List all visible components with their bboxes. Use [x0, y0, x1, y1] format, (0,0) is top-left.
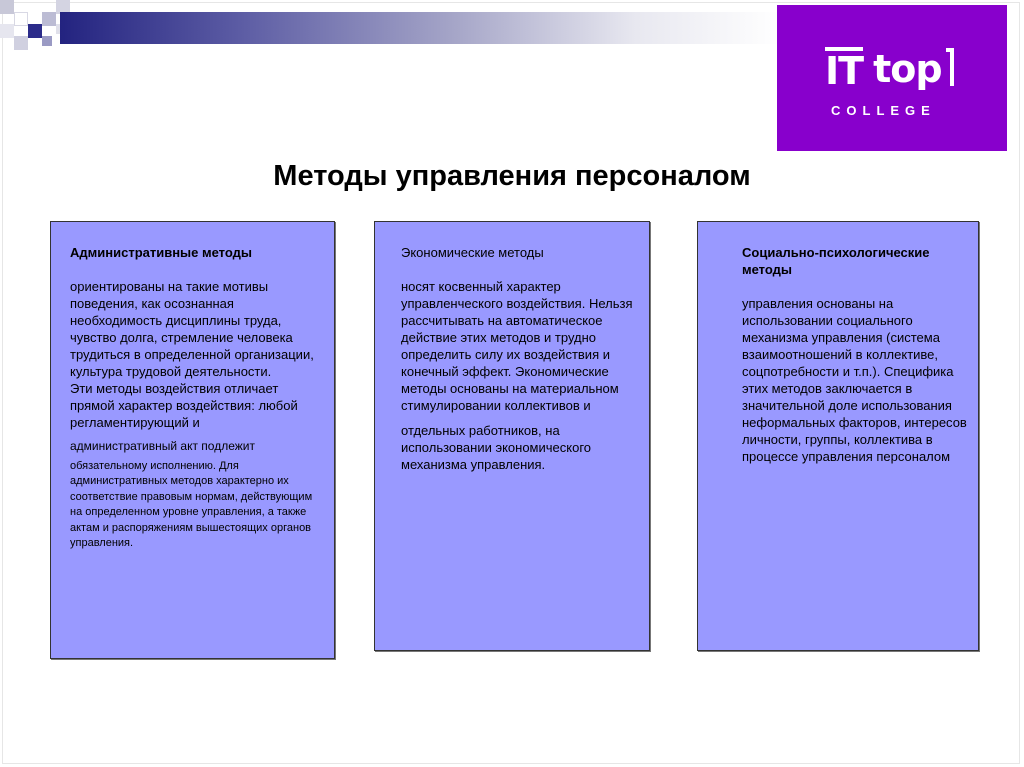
panel-heading: Экономические методы — [401, 245, 544, 260]
decor-square — [0, 0, 14, 14]
panel-body: отдельных работников, на использовании экономического механизма управления. — [401, 423, 592, 472]
panel-body: ориентированы на такие мотивы поведения, как осознанная необходимость дисциплины труда, чувство долга, стремление человека трудиться в определенной организации, культура трудовой деятельности. — [70, 279, 314, 379]
panel-socio-psychological-methods — [697, 221, 979, 651]
decor-square — [0, 24, 14, 38]
it-top-college-logo — [777, 5, 1007, 151]
logo-it-text: IT — [825, 49, 864, 93]
panel-body: административный акт подлежит — [70, 439, 255, 453]
header-gradient-bar — [60, 12, 780, 44]
decor-square — [14, 12, 28, 26]
panel-content — [742, 244, 972, 465]
panel-body: Эти методы воздействия отличает прямой характер воздействия: любой регламентирующий и — [70, 381, 298, 430]
logo-main — [825, 47, 954, 91]
decor-square — [42, 12, 56, 26]
logo-bracket-icon — [946, 48, 954, 86]
panel-heading: Социально-психологические методы — [742, 245, 930, 277]
decor-square — [28, 24, 42, 38]
panel-body-small: обязательному исполнению. Для административных методов характерно их соответствие правовым нормам, действующим на определенном уровне управления, а также актам и распоряжениям вышестоящих органов управления. — [70, 459, 313, 549]
logo-college-text: COLLEGE — [831, 103, 936, 118]
decor-square — [14, 36, 28, 50]
panel-body: носят косвенный характер управленческого воздействия. Нельзя рассчитывать на автоматическое действие этих методов и трудно определить силу их воздействия и конечный эффект. Экономические методы основаны на материальном стимулировании коллективов и — [401, 279, 633, 413]
decor-square — [42, 36, 52, 46]
slide-title: Методы управления персоналом — [273, 160, 751, 192]
logo-top-text: top — [873, 47, 942, 91]
panel-economic-methods — [374, 221, 650, 651]
logo-inner — [825, 47, 954, 118]
panel-content — [70, 244, 325, 552]
panel-content — [401, 244, 636, 473]
panel-heading: Административные методы — [70, 245, 252, 260]
panel-administrative-methods — [50, 221, 335, 659]
panel-body: управления основаны на использовании социального механизма управления (система взаимоотношений в коллективе, соцпотребности и т.п.). Специфика этих методов заключается в значительной доле использования неформальных факторов, интересов личности, группы, коллектива в процессе управления персоналом — [742, 296, 967, 464]
